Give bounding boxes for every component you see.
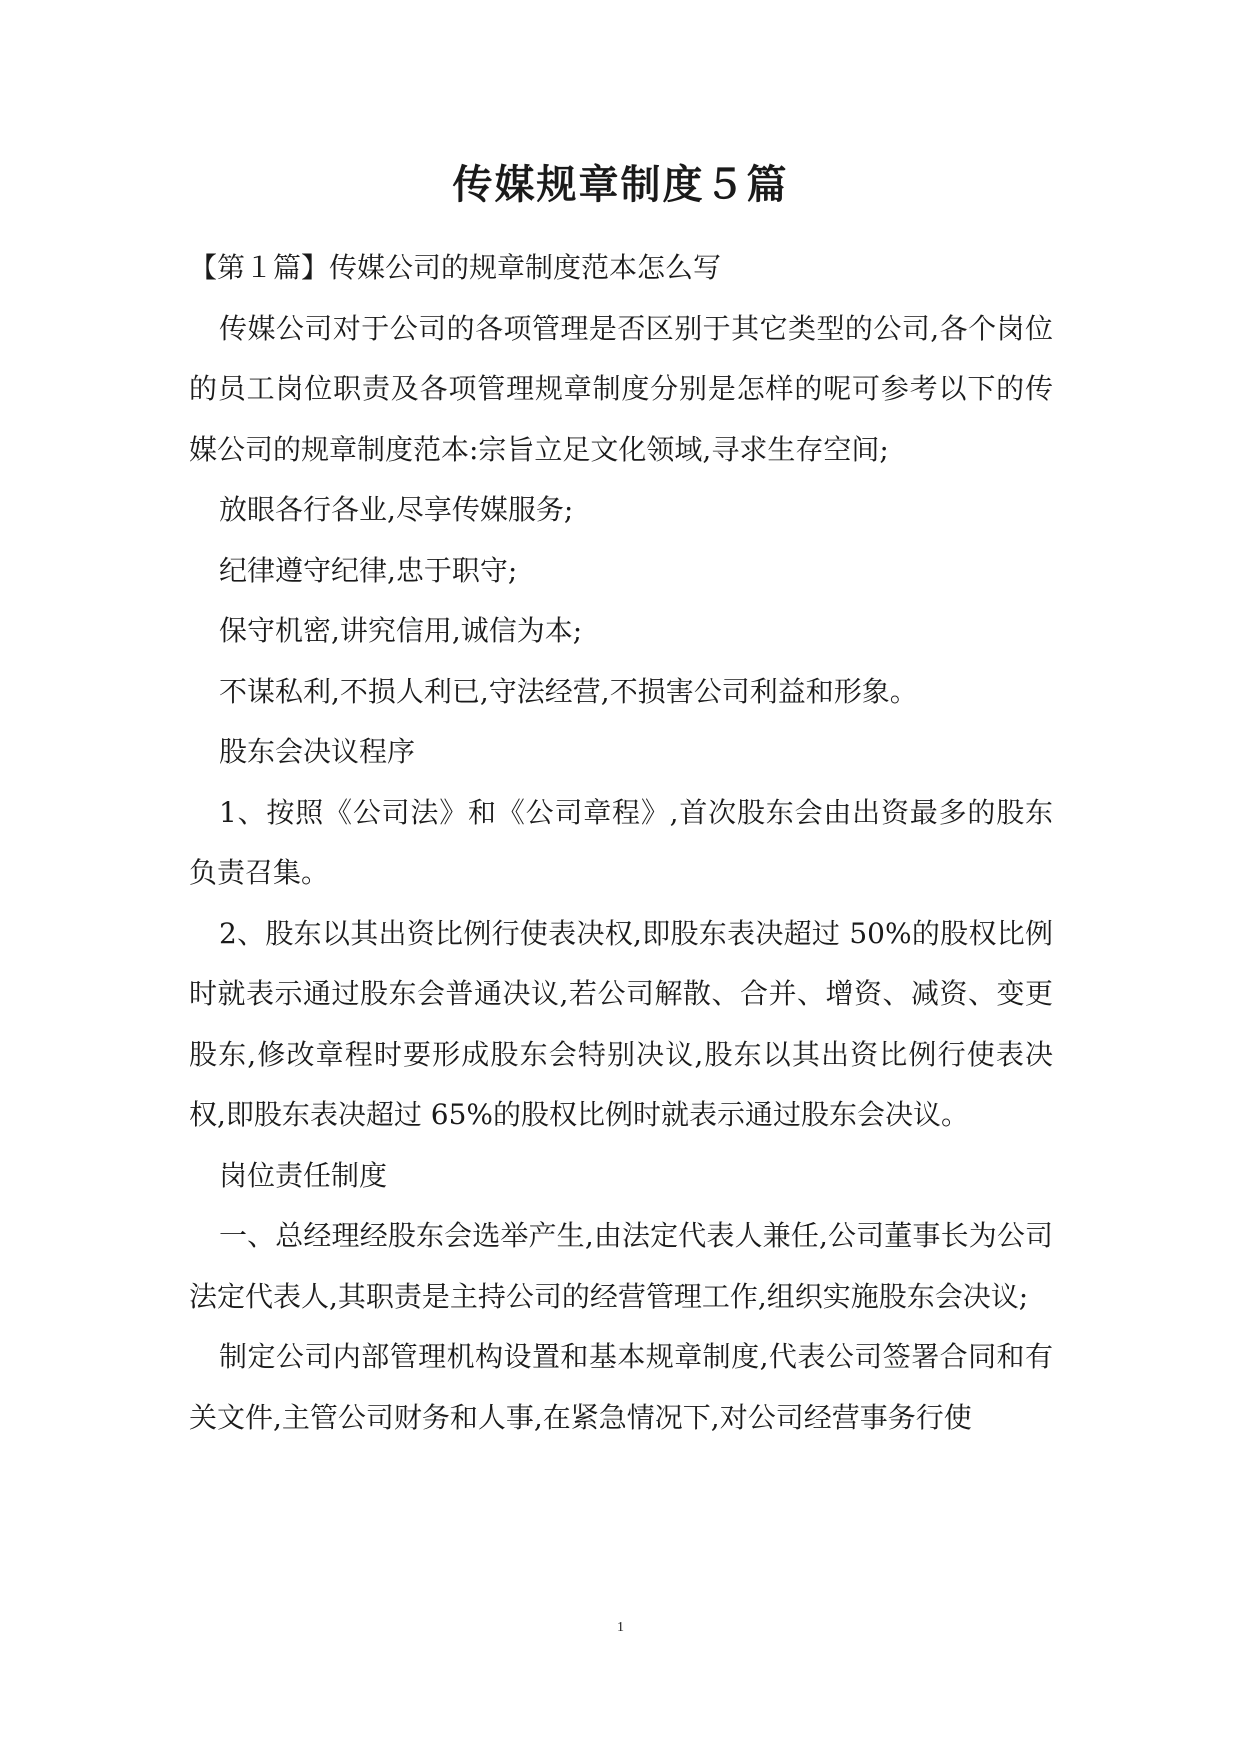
paragraph-internal-management: 制定公司内部管理机构设置和基本规章制度,代表公司签署合同和有关文件,主管公司财务和人事,在紧急情况下,对公司经营事务行使 bbox=[189, 1340, 1053, 1434]
paragraph-general-manager: 一、总经理经股东会选举产生,由法定代表人兼任,公司董事长为公司法定代表人,其职责是主持公司的经营管理工作,组织实施股东会决议; bbox=[189, 1219, 1053, 1313]
subheading-responsibility-system: 岗位责任制度 bbox=[219, 1158, 388, 1192]
paragraph-procedure-1: 1、按照《公司法》和《公司章程》,首次股东会由出资最多的股东负责召集。 bbox=[189, 795, 1053, 889]
paragraph-integrity: 不谋私利,不损人利已,守法经营,不损害公司利益和形象。 bbox=[219, 674, 918, 708]
paragraph-vision: 放眼各行各业,尽享传媒服务; bbox=[219, 493, 574, 526]
subheading-shareholder-procedure: 股东会决议程序 bbox=[219, 735, 416, 768]
paragraph-discipline: 纪律遵守纪律,忠于职守; bbox=[219, 553, 518, 587]
paragraph-confidentiality: 保守机密,讲究信用,诚信为本; bbox=[219, 614, 583, 647]
document-title: 传媒规章制度５篇 bbox=[452, 161, 789, 208]
document-body bbox=[189, 238, 1053, 1448]
paragraph-intro: 传媒公司对于公司的各项管理是否区别于其它类型的公司,各个岗位的员工岗位职责及各项管理规章制度分别是怎样的呢可参考以下的传媒公司的规章制度范本:宗旨立足文化领域,寻求生存空间; bbox=[189, 311, 1053, 466]
page-number: 1 bbox=[617, 1620, 624, 1635]
section-heading: 【第１篇】传媒公司的规章制度范本怎么写 bbox=[189, 251, 722, 284]
paragraph-procedure-2: 2、股东以其出资比例行使表决权,即股东表决超过 50%的股权比例时就表示通过股东会普通决议,若公司解散、合并、增资、减资、变更股东,修改章程时要形成股东会特别决议,股东以其出资比例行使表决权,即股东表决超过 65%的股权比例时就表示通过股东会决议。 bbox=[189, 916, 1053, 1131]
